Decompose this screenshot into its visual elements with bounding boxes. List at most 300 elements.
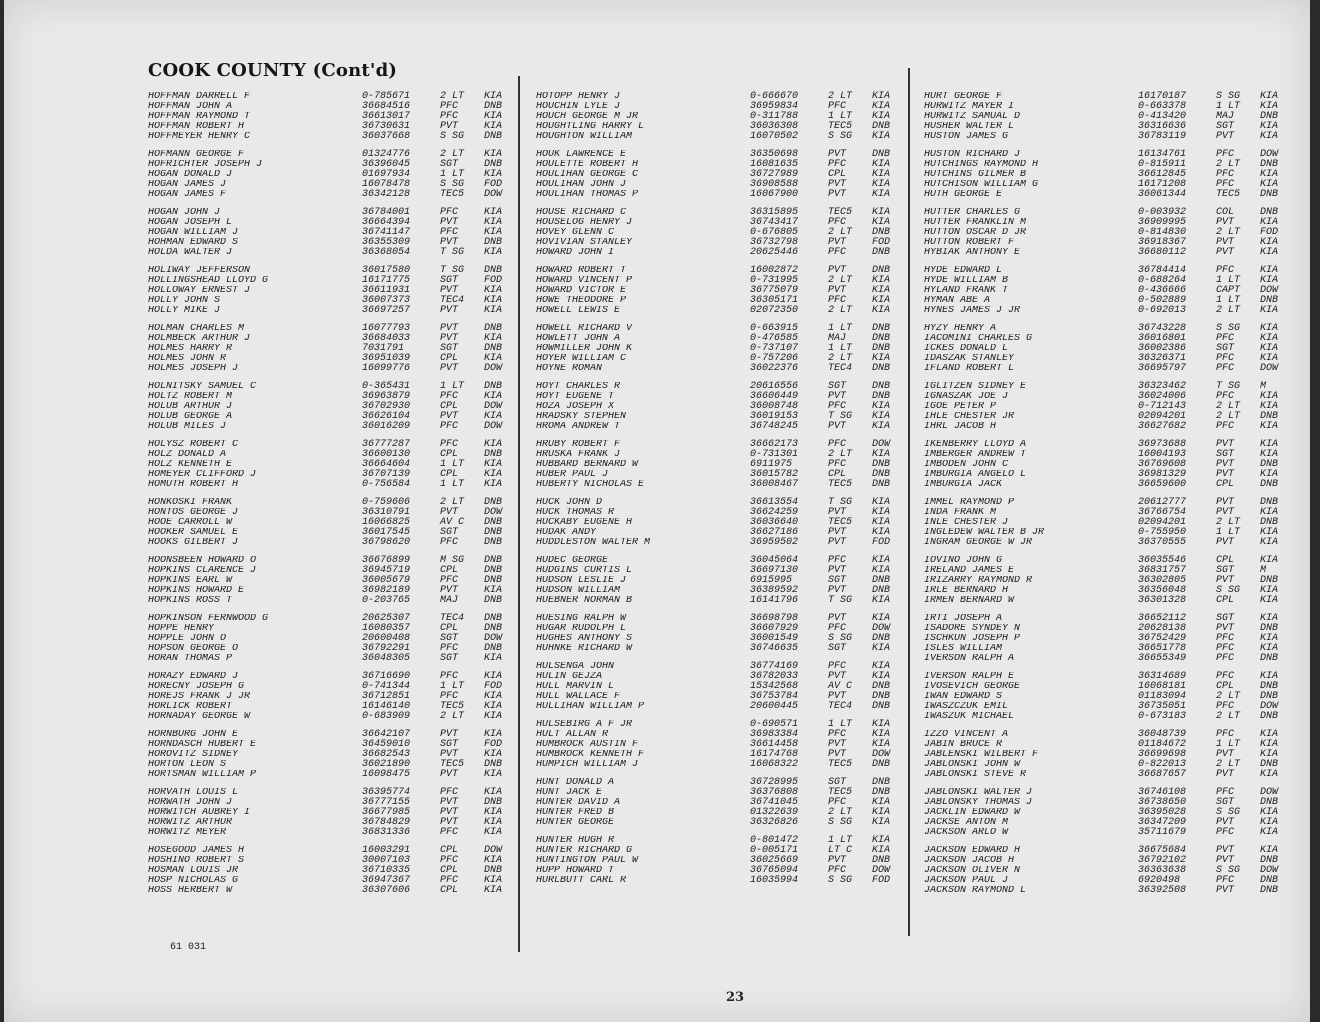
serial-number: 0-311788	[750, 111, 799, 122]
rank: PVT	[440, 305, 459, 316]
status-code: KIA	[1260, 265, 1279, 276]
serial-number: 36766754	[1138, 507, 1187, 518]
roster-row	[148, 392, 518, 402]
rank: 2 LT	[1216, 305, 1241, 316]
rank: 1 LT	[440, 169, 465, 180]
soldier-name: HOWELL LEWIS E	[536, 306, 621, 316]
rank: PVT	[1216, 439, 1235, 450]
status-code: FOD	[484, 179, 503, 190]
soldier-name: HUBERTY NICHOLAS E	[536, 480, 645, 490]
serial-number: 16170187	[1138, 91, 1187, 102]
soldier-name: HOGAN WILLIAM J	[148, 228, 239, 238]
rank: PVT	[1216, 769, 1235, 780]
rank: TEC4	[440, 613, 465, 624]
status-code: KIA	[1260, 555, 1279, 566]
status-code: KIA	[872, 595, 891, 606]
rank: 2 LT	[440, 149, 465, 160]
serial-number: 36607929	[750, 623, 799, 634]
roster-row	[924, 170, 1294, 180]
roster-row	[148, 886, 518, 896]
rank: 2 LT	[440, 711, 465, 722]
rank: 2 LT	[1216, 759, 1241, 770]
rank: PFC	[440, 421, 459, 432]
rank: 2 LT	[1216, 401, 1241, 412]
serial-number: 20625446	[750, 247, 799, 258]
serial-number: 36945719	[362, 565, 411, 576]
rank: PVT	[440, 817, 459, 828]
soldier-name: HOTOPP HENRY J	[536, 92, 621, 102]
rank: SGT	[1216, 797, 1235, 808]
soldier-name: HONKOSKI FRANK	[148, 498, 233, 508]
status-code: DOW	[484, 189, 503, 200]
serial-number: 30007103	[362, 855, 411, 866]
rank: 1 LT	[828, 343, 853, 354]
roster-row	[924, 760, 1294, 770]
rank: 1 LT	[1216, 101, 1241, 112]
status-code: KIA	[1260, 353, 1279, 364]
roster-row	[148, 334, 518, 344]
status-code: DNB	[484, 595, 503, 606]
rank: 1 LT	[440, 681, 465, 692]
serial-number: 6920498	[1138, 875, 1181, 886]
soldier-name: HUTCHISON WILLIAM G	[924, 180, 1039, 190]
rank: S SG	[440, 179, 465, 190]
roster-row	[148, 102, 518, 112]
roster-row	[148, 228, 518, 238]
soldier-name: JACKSON ARLO W	[924, 828, 1009, 838]
serial-number: 36021890	[362, 759, 411, 770]
status-code: DNB	[872, 227, 891, 238]
roster-row	[148, 382, 518, 392]
status-code: DNB	[1260, 575, 1279, 586]
rank: PFC	[828, 401, 847, 412]
serial-number: 36376808	[750, 787, 799, 798]
status-code: DNB	[1260, 759, 1279, 770]
roster-group	[924, 208, 1294, 258]
serial-number: 36389592	[750, 585, 799, 596]
status-code: DNB	[872, 575, 891, 586]
serial-number: 36753784	[750, 691, 799, 702]
soldier-name: HORNBURG JOHN E	[148, 730, 239, 740]
roster-row	[924, 886, 1294, 896]
roster-group	[536, 556, 906, 606]
soldier-name: IVERSON RALPH A	[924, 654, 1015, 664]
soldier-name: HOPKINS EARL W	[148, 576, 233, 586]
soldier-name: HOOKER SAMUEL E	[148, 528, 239, 538]
serial-number: 36746108	[1138, 787, 1187, 798]
roster-group	[924, 614, 1294, 664]
rank: 2 LT	[440, 497, 465, 508]
serial-number: 36677985	[362, 807, 411, 818]
soldier-name: HUBER PAUL J	[536, 470, 609, 480]
soldier-name: HOUCH GEORGE M JR	[536, 112, 639, 122]
serial-number: 36973688	[1138, 439, 1187, 450]
roster-group	[148, 440, 518, 490]
serial-number: 0-663915	[750, 323, 799, 334]
roster-row	[536, 730, 906, 740]
rank: CPL	[440, 885, 459, 896]
roster-row	[148, 846, 518, 856]
soldier-name: HORWITZ ARTHUR	[148, 818, 233, 828]
serial-number: 16099776	[362, 363, 411, 374]
status-code: DNB	[484, 131, 503, 142]
rank: SGT	[828, 575, 847, 586]
soldier-name: HUNTER GEORGE	[536, 818, 615, 828]
rank: PVT	[1216, 469, 1235, 480]
soldier-name: HOLUB GEORGE A	[148, 412, 233, 422]
status-code: KIA	[1260, 237, 1279, 248]
soldier-name: HYDE WILLIAM B	[924, 276, 1009, 286]
rank: TEC5	[1216, 189, 1241, 200]
serial-number: 36702930	[362, 401, 411, 412]
rank: 2 LT	[828, 807, 853, 818]
status-code: DOW	[872, 865, 891, 876]
soldier-name: HUMBROCK AUSTIN F	[536, 740, 639, 750]
status-code: DNB	[872, 265, 891, 276]
rank: 2 LT	[828, 449, 853, 460]
status-code: KIA	[1260, 101, 1279, 112]
status-code: DNB	[1260, 207, 1279, 218]
rank: PFC	[440, 439, 459, 450]
serial-number: 0-731301	[750, 449, 799, 460]
serial-number: 6915995	[750, 575, 793, 586]
roster-row	[148, 808, 518, 818]
status-code: KIA	[484, 207, 503, 218]
serial-number: 36606449	[750, 391, 799, 402]
serial-number: 36025669	[750, 855, 799, 866]
roster-row	[924, 208, 1294, 218]
soldier-name: IMBERGER ANDREW T	[924, 450, 1027, 460]
serial-number: 36356048	[1138, 585, 1187, 596]
roster-row	[536, 238, 906, 248]
soldier-name: HOWARD ROBERT T	[536, 266, 627, 276]
rank: PVT	[828, 237, 847, 248]
rank: AV C	[828, 681, 853, 692]
soldier-name: IWASZUK MICHAEL	[924, 712, 1015, 722]
soldier-name: HOFFMAN RAYMOND T	[148, 112, 251, 122]
roster-group	[148, 324, 518, 374]
soldier-name: HUPP HOWARD T	[536, 866, 615, 876]
serial-number: 36642107	[362, 729, 411, 740]
soldier-name: HOPKINS HOWARD E	[148, 586, 245, 596]
status-code: DOW	[1260, 701, 1279, 712]
soldier-name: HORECNY JOSEPH G	[148, 682, 245, 692]
rank: M SG	[440, 555, 465, 566]
soldier-name: ICKES DONALD L	[924, 344, 1009, 354]
serial-number: 36016801	[1138, 333, 1187, 344]
roster-row	[536, 702, 906, 712]
status-code: KIA	[872, 661, 891, 672]
soldier-name: HOPSON GEORGE O	[148, 644, 239, 654]
soldier-name: HOLLOWAY ERNEST J	[148, 286, 251, 296]
soldier-name: JABIN BRUCE R	[924, 740, 1003, 750]
status-code: FOD	[872, 537, 891, 548]
status-code: KIA	[872, 507, 891, 518]
status-code: KIA	[1260, 817, 1279, 828]
status-code: KIA	[1260, 333, 1279, 344]
status-code: KIA	[872, 555, 891, 566]
roster-row	[148, 460, 518, 470]
rank: PVT	[440, 237, 459, 248]
roster-row	[924, 102, 1294, 112]
status-code: DNB	[1260, 459, 1279, 470]
status-code: DNB	[484, 623, 503, 634]
rank: PFC	[440, 827, 459, 838]
rank: TEC4	[828, 701, 853, 712]
status-code: KIA	[872, 111, 891, 122]
status-code: DNB	[872, 701, 891, 712]
rank: PVT	[440, 363, 459, 374]
status-code: KIA	[872, 643, 891, 654]
serial-number: 36024006	[1138, 391, 1187, 402]
status-code: KIA	[484, 169, 503, 180]
roster-group	[924, 92, 1294, 142]
soldier-name: HOLIWAY JEFFERSON	[148, 266, 251, 276]
soldier-name: IRELAND JAMES E	[924, 566, 1015, 576]
rank: PVT	[1216, 247, 1235, 258]
status-code: DNB	[872, 333, 891, 344]
serial-number: 36983384	[750, 729, 799, 740]
status-code: KIA	[872, 797, 891, 808]
soldier-name: HUDEC GEORGE	[536, 556, 609, 566]
status-code: KIA	[872, 613, 891, 624]
rank: S SG	[1216, 585, 1241, 596]
rank: PVT	[828, 421, 847, 432]
serial-number: 36784001	[362, 207, 411, 218]
status-code: DOW	[1260, 149, 1279, 160]
status-code: KIA	[484, 585, 503, 596]
roster-row	[148, 354, 518, 364]
status-code: KIA	[1260, 469, 1279, 480]
soldier-name: INDA FRANK M	[924, 508, 997, 518]
roster-row	[148, 818, 518, 828]
serial-number: 36627682	[1138, 421, 1187, 432]
rank: SGT	[440, 275, 459, 286]
soldier-name: INGLEDEW WALTER B JR	[924, 528, 1045, 538]
roster-row	[924, 382, 1294, 392]
status-code: KIA	[1260, 739, 1279, 750]
serial-number: 16035994	[750, 875, 799, 886]
roster-row	[924, 160, 1294, 170]
status-code: KIA	[1260, 247, 1279, 258]
rank: COL	[1216, 207, 1235, 218]
soldier-name: HOYT CHARLES R	[536, 382, 621, 392]
serial-number: 36728995	[750, 777, 799, 788]
rank: 2 LT	[828, 275, 853, 286]
rank: PFC	[440, 875, 459, 886]
rank: PFC	[440, 671, 459, 682]
serial-number: 0-741344	[362, 681, 411, 692]
status-code: KIA	[872, 497, 891, 508]
soldier-name: HUCKABY EUGENE H	[536, 518, 633, 528]
soldier-name: HOULIHAN JOHN J	[536, 180, 627, 190]
status-code: KIA	[484, 469, 503, 480]
serial-number: 36323462	[1138, 381, 1187, 392]
rank: PFC	[828, 247, 847, 258]
status-code: DNB	[872, 855, 891, 866]
serial-number: 16068322	[750, 759, 799, 770]
rank: PFC	[1216, 787, 1235, 798]
serial-number: 36777287	[362, 439, 411, 450]
roster-row	[924, 364, 1294, 374]
soldier-name: HOWARD JOHN I	[536, 248, 615, 258]
serial-number: 36017580	[362, 265, 411, 276]
status-code: DNB	[1260, 497, 1279, 508]
serial-number: 36015782	[750, 469, 799, 480]
status-code: KIA	[1260, 633, 1279, 644]
rank: PVT	[440, 217, 459, 228]
roster-row	[148, 876, 518, 886]
status-code: KIA	[872, 217, 891, 228]
serial-number: 0-759606	[362, 497, 411, 508]
roster-row	[924, 538, 1294, 548]
status-code: DNB	[1260, 653, 1279, 664]
rank: 2 LT	[1216, 711, 1241, 722]
roster-row	[536, 662, 906, 672]
serial-number: 36831336	[362, 827, 411, 838]
soldier-name: IHLE CHESTER JR	[924, 412, 1015, 422]
serial-number: 36727989	[750, 169, 799, 180]
soldier-name: INLE CHESTER J	[924, 518, 1009, 528]
rank: 2 LT	[1216, 227, 1241, 238]
status-code: KIA	[484, 711, 503, 722]
rank: PFC	[440, 227, 459, 238]
serial-number: 16146140	[362, 701, 411, 712]
soldier-name: HOWARD VICTOR E	[536, 286, 627, 296]
roster-row	[924, 248, 1294, 258]
roster-row	[148, 788, 518, 798]
rank: 1 LT	[828, 323, 853, 334]
roster-group	[924, 324, 1294, 374]
serial-number: 36684033	[362, 333, 411, 344]
soldier-name: HOGAN JAMES F	[148, 190, 227, 200]
roster-row	[536, 498, 906, 508]
soldier-name: HORNADAY GEORGE W	[148, 712, 251, 722]
roster-row	[148, 856, 518, 866]
status-code: KIA	[1260, 537, 1279, 548]
soldier-name: HOOKS GILBERT J	[148, 538, 239, 548]
roster-row	[148, 682, 518, 692]
status-code: KIA	[484, 671, 503, 682]
soldier-name: HULT ALLAN R	[536, 730, 609, 740]
status-code: KIA	[1260, 671, 1279, 682]
rank: 1 LT	[1216, 527, 1241, 538]
soldier-name: IMBURGIA JACK	[924, 480, 1003, 490]
rank: PVT	[828, 749, 847, 760]
status-code: KIA	[872, 207, 891, 218]
status-code: KIA	[872, 565, 891, 576]
serial-number: 36784414	[1138, 265, 1187, 276]
roster-row	[148, 92, 518, 102]
roster-row	[536, 460, 906, 470]
column-divider-2	[908, 68, 910, 936]
soldier-name: JACKSON RAYMOND L	[924, 886, 1027, 896]
roster-row	[536, 576, 906, 586]
soldier-name: HUDSON LESLIE J	[536, 576, 627, 586]
soldier-name: IHRL JACOB H	[924, 422, 997, 432]
rank: 2 LT	[1216, 411, 1241, 422]
serial-number: 36613554	[750, 497, 799, 508]
roster-group	[148, 846, 518, 896]
roster-row	[924, 324, 1294, 334]
roster-row	[536, 720, 906, 730]
roster-row	[148, 586, 518, 596]
serial-number: 36741045	[750, 797, 799, 808]
roster-row	[148, 712, 518, 722]
roster-row	[924, 470, 1294, 480]
roster-group	[924, 556, 1294, 606]
roster-group	[536, 382, 906, 432]
status-code: DNB	[484, 449, 503, 460]
roster-row	[536, 248, 906, 258]
roster-group	[536, 662, 906, 712]
status-code: KIA	[484, 817, 503, 828]
roster-column-1	[148, 92, 518, 904]
rank: PFC	[1216, 653, 1235, 664]
serial-number: 36048305	[362, 653, 411, 664]
serial-number: 36680112	[1138, 247, 1187, 258]
rank: MAJ	[440, 595, 459, 606]
status-code: KIA	[484, 653, 503, 664]
serial-number: 02094201	[1138, 411, 1187, 422]
soldier-name: HUDDLESTON WALTER M	[536, 538, 651, 548]
roster-group	[148, 556, 518, 606]
rank: SGT	[440, 343, 459, 354]
serial-number: 36746635	[750, 643, 799, 654]
status-code: DNB	[1260, 411, 1279, 422]
rank: PVT	[1216, 537, 1235, 548]
status-code: KIA	[1260, 217, 1279, 228]
status-code: DOW	[872, 749, 891, 760]
soldier-name: HUTCHINS GILMER B	[924, 170, 1027, 180]
page-number: 23	[726, 990, 745, 1005]
soldier-name: JABLONSKI STEVE R	[924, 770, 1027, 780]
soldier-name: IDASZAK STANLEY	[924, 354, 1015, 364]
rank: S SG	[1216, 807, 1241, 818]
roster-row	[536, 208, 906, 218]
status-code: KIA	[484, 411, 503, 422]
roster-row	[148, 866, 518, 876]
roster-row	[148, 190, 518, 200]
status-code: KIA	[484, 701, 503, 712]
status-code: DNB	[872, 149, 891, 160]
rank: PFC	[1216, 827, 1235, 838]
soldier-name: HOUCHIN LYLE J	[536, 102, 621, 112]
serial-number: 36392508	[1138, 885, 1187, 896]
status-code: DNB	[872, 323, 891, 334]
serial-number: 20600408	[362, 633, 411, 644]
serial-number: 0-436666	[1138, 285, 1187, 296]
status-code: DNB	[1260, 189, 1279, 200]
rank: PVT	[1216, 217, 1235, 228]
serial-number: 36600130	[362, 449, 411, 460]
status-code: KIA	[872, 671, 891, 682]
roster-row	[536, 160, 906, 170]
rank: PFC	[828, 459, 847, 470]
serial-number: 36019153	[750, 411, 799, 422]
rank: PVT	[828, 265, 847, 276]
serial-number: 36626104	[362, 411, 411, 422]
status-code: KIA	[484, 353, 503, 364]
soldier-name: HUDGINS CURTIS L	[536, 566, 633, 576]
soldier-name: IZZO VINCENT A	[924, 730, 1009, 740]
roster-group	[148, 614, 518, 664]
status-code: KIA	[484, 217, 503, 228]
rank: TEC5	[828, 759, 853, 770]
serial-number: 0-731995	[750, 275, 799, 286]
roster-row	[148, 760, 518, 770]
rank: PFC	[1216, 729, 1235, 740]
